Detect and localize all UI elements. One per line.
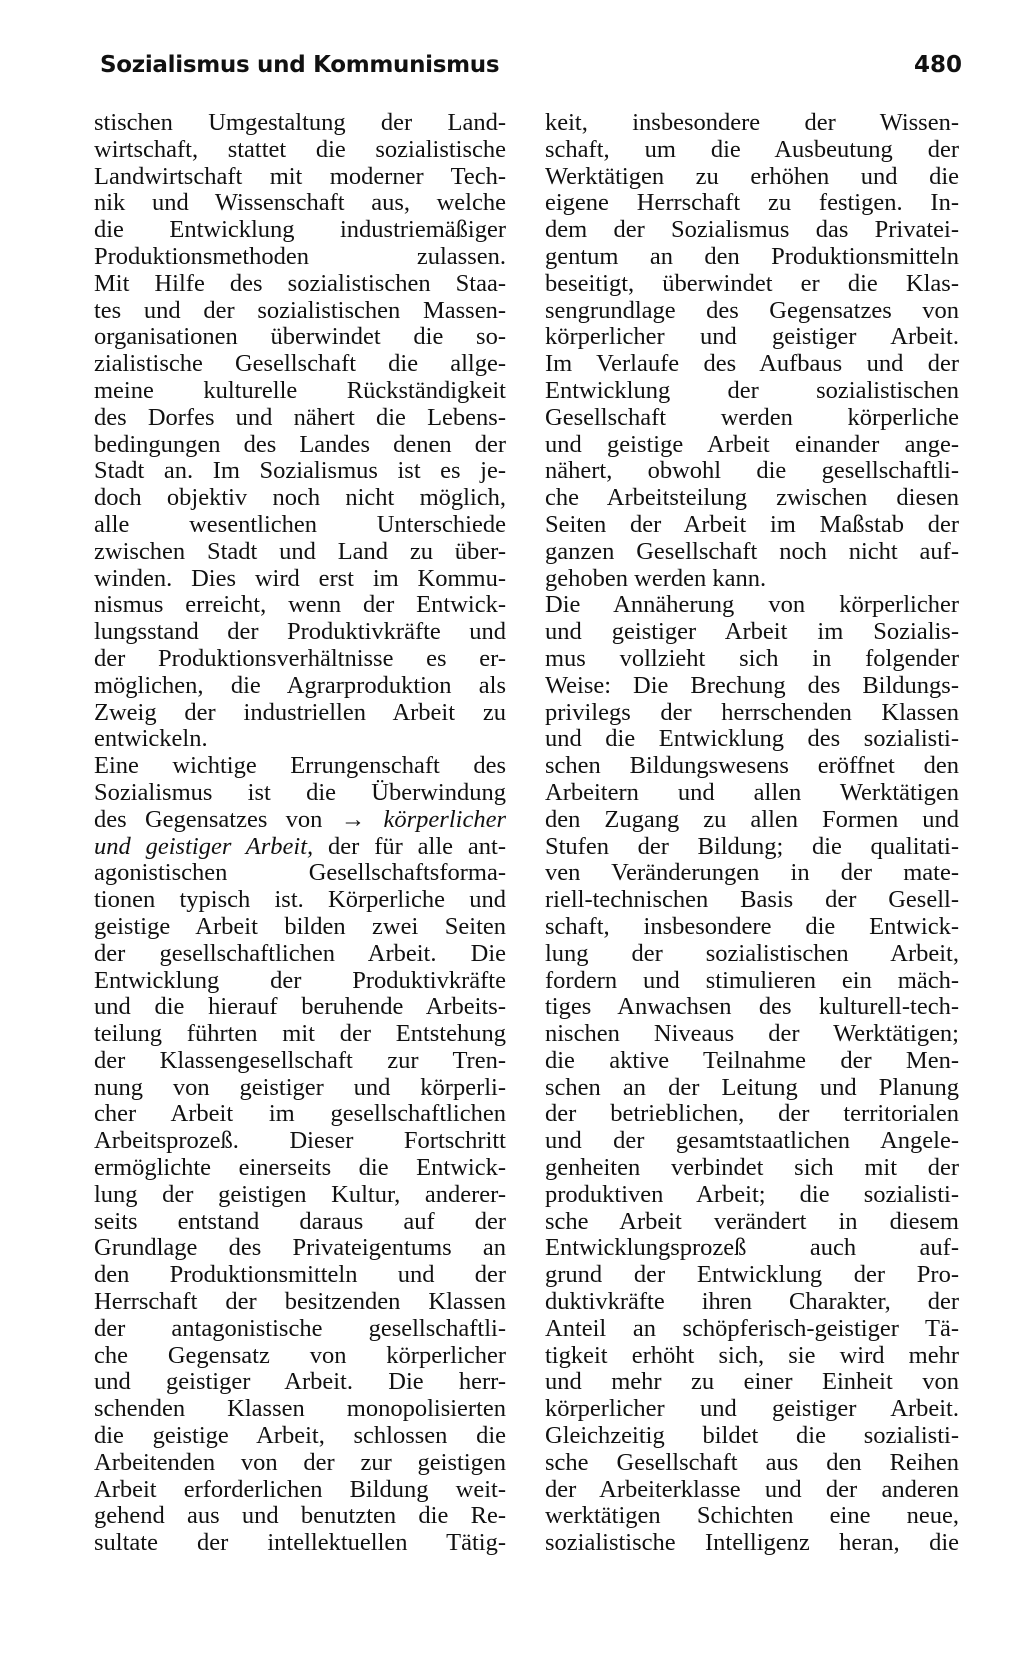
text-line: Arbeitenden von der zur geistigen xyxy=(94,1449,506,1476)
text-line: Sozialismus ist die Überwindung xyxy=(94,779,506,806)
text-line: lung der geistigen Kultur, anderer- xyxy=(94,1181,506,1208)
text-line: seits entstand daraus auf der xyxy=(94,1208,506,1235)
text-line: Stadt an. Im Sozialismus ist es je- xyxy=(94,458,506,485)
text-line: und die hierauf beruhende Arbeits- xyxy=(94,994,506,1021)
text-line: sche Arbeit verändert in diesem xyxy=(545,1208,959,1235)
text-line: und geistiger Arbeit im Sozialis- xyxy=(545,619,959,646)
text-line: sche Gesellschaft aus den Reihen xyxy=(545,1449,959,1476)
text-line: Entwicklungsprozeß auch auf- xyxy=(545,1235,959,1262)
text-line: die aktive Teilnahme der Men- xyxy=(545,1047,959,1074)
text-line: tigkeit erhöht sich, sie wird mehr xyxy=(545,1342,959,1369)
text-line: schenden Klassen monopolisierten xyxy=(94,1396,506,1423)
text-line: eigene Herrschaft zu festigen. In- xyxy=(545,190,959,217)
text-line: die Entwicklung industriemäßiger xyxy=(94,217,506,244)
text-line: der gesellschaftlichen Arbeit. Die xyxy=(94,940,506,967)
text-line: der Produktionsverhältnisse es er- xyxy=(94,645,506,672)
text-line: Stufen der Bildung; die qualitati- xyxy=(545,833,959,860)
text-line: Mit Hilfe des sozialistischen Staa- xyxy=(94,270,506,297)
text-line: nik und Wissenschaft aus, welche xyxy=(94,190,506,217)
text-line: meine kulturelle Rückständigkeit xyxy=(94,377,506,404)
text-line: sultate der intellektuellen Tätig- xyxy=(94,1530,506,1557)
text-line: Arbeitern und allen Werktätigen xyxy=(545,779,959,806)
text-line: Werktätigen zu erhöhen und die xyxy=(545,163,959,190)
text-line: ganzen Gesellschaft noch nicht auf- xyxy=(545,538,959,565)
text-line: und geistiger Arbeit. Die herr- xyxy=(94,1369,506,1396)
text-line: Anteil an schöpferisch-geistiger Tä- xyxy=(545,1315,959,1342)
text-line: riell-technischen Basis der Gesell- xyxy=(545,887,959,914)
text-line: möglichen, die Agrarproduktion als xyxy=(94,672,506,699)
text-line: cher Arbeit im gesellschaftlichen xyxy=(94,1101,506,1128)
running-head xyxy=(100,52,962,88)
text-line: nung von geistiger und körperli- xyxy=(94,1074,506,1101)
text-line: Herrschaft der besitzenden Klassen xyxy=(94,1289,506,1316)
text-line: keit, insbesondere der Wissen- xyxy=(545,110,959,136)
text-line: der Arbeiterklasse und der anderen xyxy=(545,1476,959,1503)
text-line: duktivkräfte ihren Charakter, der xyxy=(545,1289,959,1316)
text-line: Gesellschaft werden körperliche xyxy=(545,404,959,431)
text-line: alle wesentlichen Unterschiede xyxy=(94,511,506,538)
text-line: und geistiger Arbeit, der für alle ant- xyxy=(94,833,506,860)
text-line: genheiten verbindet sich mit der xyxy=(545,1155,959,1182)
text-line: fordern und stimulieren ein mäch- xyxy=(545,967,959,994)
text-line: che Arbeitsteilung zwischen diesen xyxy=(545,485,959,512)
text-line: nismus erreicht, wenn der Entwick- xyxy=(94,592,506,619)
text-line: entwickeln. xyxy=(94,726,208,753)
text-line: nischen Niveaus der Werktätigen; xyxy=(545,1021,959,1048)
text-line: schen an der Leitung und Planung xyxy=(545,1074,959,1101)
text-line: zialistische Gesellschaft die allge- xyxy=(94,351,506,378)
text-line: Die Annäherung von körperlicher xyxy=(545,592,959,619)
cross-reference: und geistiger Arbeit, xyxy=(94,833,314,860)
text-line: stischen Umgestaltung der Land- xyxy=(94,110,506,136)
text-line: der antagonistische gesellschaftli- xyxy=(94,1315,506,1342)
text-line: Arbeit erforderlichen Bildung weit- xyxy=(94,1476,506,1503)
text-line: Zweig der industriellen Arbeit zu xyxy=(94,699,506,726)
text-line: ven Veränderungen in der mate- xyxy=(545,860,959,887)
text-line: agonistischen Gesellschaftsforma- xyxy=(94,860,506,887)
text-line: die geistige Arbeit, schlossen die xyxy=(94,1423,506,1450)
text-line: gehend aus und benutzten die Re- xyxy=(94,1503,506,1530)
text-line: schaft, um die Ausbeutung der xyxy=(545,136,959,163)
text-line: Arbeitsprozeß. Dieser Fortschritt xyxy=(94,1128,506,1155)
text-line: geistige Arbeit bilden zwei Seiten xyxy=(94,913,506,940)
text-line: lungsstand der Produktivkräfte und xyxy=(94,619,506,646)
text-line: und geistige Arbeit einander ange- xyxy=(545,431,959,458)
text-line: teilung führten mit der Entstehung xyxy=(94,1021,506,1048)
text-line: tionen typisch ist. Körperliche und xyxy=(94,887,506,914)
text-line: grund der Entwicklung der Pro- xyxy=(545,1262,959,1289)
text-line: gehoben werden kann. xyxy=(545,565,767,592)
text-line: des Dorfes und nähert die Lebens- xyxy=(94,404,506,431)
text-line: beseitigt, überwindet er die Klas- xyxy=(545,270,959,297)
text-line: Grundlage des Privateigentums an xyxy=(94,1235,506,1262)
text-line: der Klassengesellschaft zur Tren- xyxy=(94,1047,506,1074)
text-line: lung der sozialistischen Arbeit, xyxy=(545,940,959,967)
text-line: dem der Sozialismus das Privatei- xyxy=(545,217,959,244)
text-line: mus vollzieht sich in folgender xyxy=(545,645,959,672)
cross-reference: → körperlicher xyxy=(340,806,506,833)
text-line: schaft, insbesondere die Entwick- xyxy=(545,913,959,940)
page-number: 480 xyxy=(913,52,962,78)
text-line: den Produktionsmitteln und der xyxy=(94,1262,506,1289)
text-line: ermöglichte einerseits die Entwick- xyxy=(94,1155,506,1182)
text-line: bedingungen des Landes denen der xyxy=(94,431,506,458)
text-line: werktätigen Schichten eine neue, xyxy=(545,1503,959,1530)
text-line: wirtschaft, stattet die sozialistische xyxy=(94,136,506,163)
text-line: und der gesamtstaatlichen Angele- xyxy=(545,1128,959,1155)
text-line: Entwicklung der sozialistischen xyxy=(545,377,959,404)
text-line: sozialistische Intelligenz heran, die xyxy=(545,1530,959,1557)
text-line: körperlicher und geistiger Arbeit. xyxy=(545,1396,959,1423)
text-line: che Gegensatz von körperlicher xyxy=(94,1342,506,1369)
text-line: und die Entwicklung des sozialisti- xyxy=(545,726,959,753)
text-line: schen Bildungswesens eröffnet den xyxy=(545,753,959,780)
text-line: gentum an den Produktionsmitteln xyxy=(545,243,959,270)
text-line: Im Verlaufe des Aufbaus und der xyxy=(545,351,959,378)
text-line: Produktionsmethoden zulassen. xyxy=(94,243,506,270)
text-line: der betrieblichen, der territorialen xyxy=(545,1101,959,1128)
text-line: organisationen überwindet die so- xyxy=(94,324,506,351)
text-line: Entwicklung der Produktivkräfte xyxy=(94,967,506,994)
section-title: Sozialismus und Kommunismus xyxy=(100,52,500,78)
text-line: Landwirtschaft mit moderner Tech- xyxy=(94,163,506,190)
text-line: nähert, obwohl die gesellschaftli- xyxy=(545,458,959,485)
text-line: zwischen Stadt und Land zu über- xyxy=(94,538,506,565)
text-line: körperlicher und geistiger Arbeit. xyxy=(545,324,959,351)
text-line: tes und der sozialistischen Massen- xyxy=(94,297,506,324)
text-line: und mehr zu einer Einheit von xyxy=(545,1369,959,1396)
text-line: des Gegensatzes von → körperlicher xyxy=(94,806,506,833)
right-text-column xyxy=(545,110,959,1557)
text-line: winden. Dies wird erst im Kommu- xyxy=(94,565,506,592)
text-line: den Zugang zu allen Formen und xyxy=(545,806,959,833)
text-line: doch objektiv noch nicht möglich, xyxy=(94,485,506,512)
text-line: Eine wichtige Errungenschaft des xyxy=(94,753,506,780)
text-line: tiges Anwachsen des kulturell-tech- xyxy=(545,994,959,1021)
text-line: Weise: Die Brechung des Bildungs- xyxy=(545,672,959,699)
text-line: sengrundlage des Gegensatzes von xyxy=(545,297,959,324)
text-line: Gleichzeitig bildet die sozialisti- xyxy=(545,1423,959,1450)
text-line: produktiven Arbeit; die sozialisti- xyxy=(545,1181,959,1208)
left-text-column xyxy=(94,110,506,1557)
text-line: privilegs der herrschenden Klassen xyxy=(545,699,959,726)
text-line: Seiten der Arbeit im Maßstab der xyxy=(545,511,959,538)
